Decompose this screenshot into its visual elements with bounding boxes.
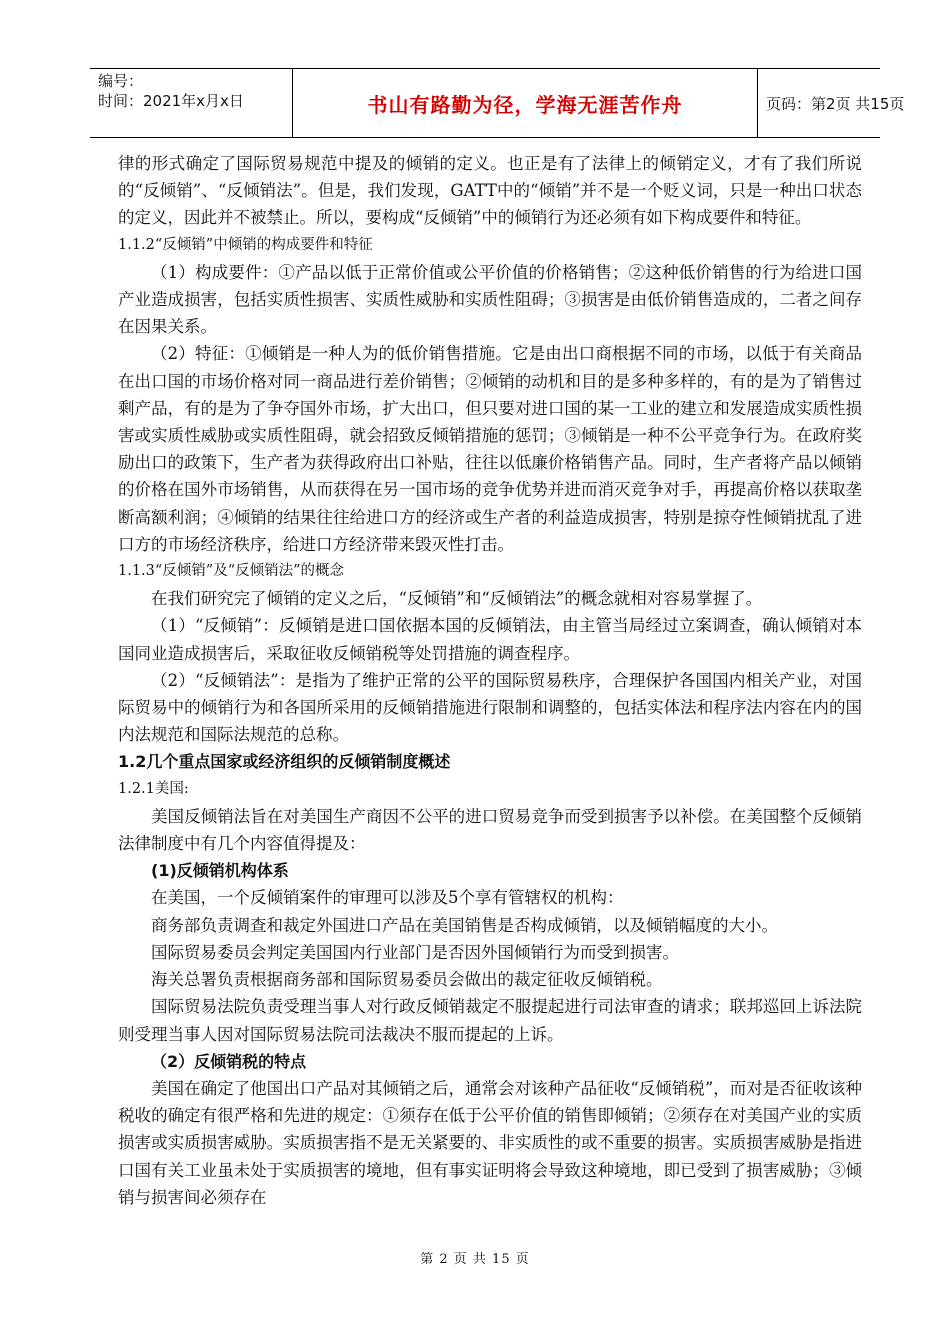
- paragraph: 美国反倾销法旨在对美国生产商因不公平的进口贸易竞争而受到损害予以补偿。在美国整个反倾销法律制度中有几个内容值得提及：: [118, 806, 862, 854]
- paragraph: 海关总署负责根据商务部和国际贸易委员会做出的裁定征收反倾销税。: [151, 970, 663, 990]
- section-heading-1-2-1: 1.2.1美国:: [118, 780, 189, 797]
- paragraph: 在我们研究完了倾销的定义之后，“反倾销”和“反倾销法”的概念就相对容易掌握了。: [151, 589, 763, 609]
- page-footer: 第 2 页 共 15 页: [420, 1252, 530, 1267]
- paragraph: 商务部负责调查和裁定外国进口产品在美国销售是否构成倾销，以及倾销幅度的大小。: [151, 915, 778, 935]
- section-heading-1-1-3: 1.1.3“反倾销”及“反倾销法”的概念: [118, 563, 345, 580]
- paragraph: （2）“反倾销法”：是指为了维护正常的公平的国际贸易秩序，合理保护各国国内相关产业，对国际贸易中的倾销行为和各国所采用的反倾销措施进行限制和调整的，包括实体法和程序法内容在内的国内法规范和国际法规范的总称。: [118, 670, 862, 745]
- header-motto: 书山有路勤为径，学海无涯苦作舟: [292, 69, 758, 137]
- header-page-info: 页码：第2页 共15页: [766, 94, 905, 113]
- document-number-label: 编号：: [98, 72, 144, 90]
- document-body: [118, 150, 862, 1211]
- header-meta: [98, 71, 290, 111]
- section-heading-1-2: 1.2几个重点国家或经济组织的反倾销制度概述: [118, 752, 451, 772]
- section-heading-1-1-2: 1.1.2“反倾销”中倾销的构成要件和特征: [118, 236, 373, 253]
- subheading-duty-features: （2）反倾销税的特点: [151, 1051, 307, 1071]
- paragraph: 国际贸易委员会判定美国国内行业部门是否因外国倾销行为而受到损害。: [151, 942, 679, 962]
- page-header: [90, 68, 905, 138]
- paragraph: 律的形式确定了国际贸易规范中提及的倾销的定义。也正是有了法律上的倾销定义，才有了我们所说的“反倾销”、“反倾销法”。但是，我们发现，GATT中的“倾销”并不是一个贬义词，只是一种出口状态的定义，因此并不被禁止。所以，要构成“反倾销”中的倾销行为还必须有如下构成要件和特征。: [118, 154, 862, 228]
- paragraph: （1）构成要件：①产品以低于正常价值或公平价值的价格销售；②这种低价销售的行为给进口国产业造成损害，包括实质性损害、实质性威胁和实质性阻碍；③损害是由低价销售造成的，二者之间存在因果关系。: [118, 262, 862, 337]
- document-time-label: 时间：2021年x月x日: [98, 92, 244, 110]
- subheading-agency-system: (1)反倾销机构体系: [151, 861, 289, 881]
- paragraph: （1）“反倾销”：反倾销是进口国依据本国的反倾销法，由主管当局经过立案调查，确认倾销对本国同业造成损害后，采取征收反倾销税等处罚措施的调查程序。: [118, 616, 862, 663]
- paragraph: 在美国，一个反倾销案件的审理可以涉及5个享有管辖权的机构：: [151, 888, 624, 908]
- paragraph: 美国在确定了他国出口产品对其倾销之后，通常会对该种产品征收“反倾销税”，而对是否征收该种税收的确定有很严格和先进的规定：①须存在低于公平价值的销售即倾销；②须存在对美国产业的实质损害或实质损害威胁。实质损害指不是无关紧要的、非实质性的或不重要的损害。实质损害威胁是指进口国有关工业虽未处于实质损害的境地，但有事实证明将会导致这种境地，即已受到了损害威胁；③倾销与损害间必须存在: [118, 1078, 862, 1207]
- paragraph: （2）特征：①倾销是一种人为的低价销售措施。它是由出口商根据不同的市场，以低于有关商品在出口国的市场价格对同一商品进行差价销售；②倾销的动机和目的是多种多样的，有的是为了销售过剩产品，有的是为了争夺国外市场，扩大出口，但只要对进口国的某一工业的建立和发展造成实质性损害或实质性威胁或实质性阻碍，就会招致反倾销措施的惩罚；③倾销是一种不公平竞争行为。在政府奖励出口的政策下，生产者为获得政府出口补贴，往往以低廉价格销售产品。同时，生产者将产品以倾销的价格在国外市场销售，从而获得在另一国市场的竞争优势并进而消灭竞争对手，再提高价格以获取垄断高额利润；④倾销的结果往往给进口方的经济或生产者的利益造成损害，特别是掠夺性倾销扰乱了进口方的市场经济秩序，给进口方经济带来毁灭性打击。: [118, 344, 862, 554]
- paragraph: 国际贸易法院负责受理当事人对行政反倾销裁定不服提起进行司法审查的请求；联邦巡回上诉法院则受理当事人因对国际贸易法院司法裁决不服而提起的上诉。: [118, 997, 862, 1044]
